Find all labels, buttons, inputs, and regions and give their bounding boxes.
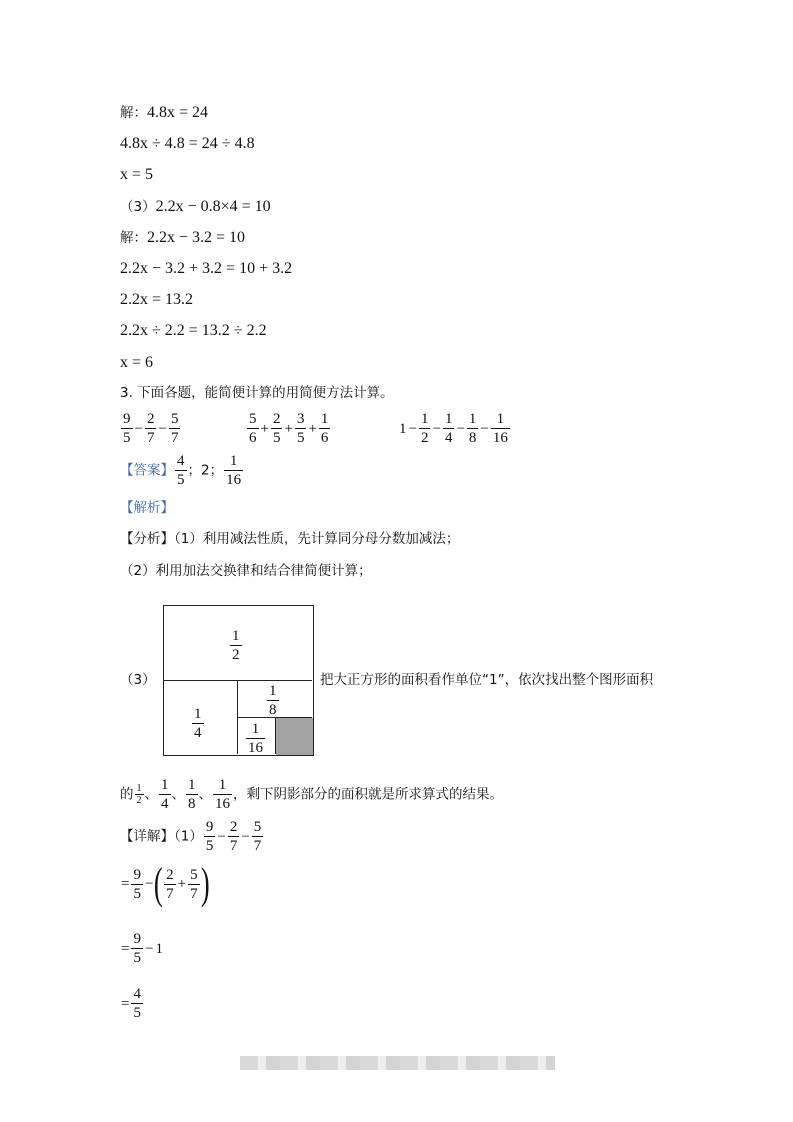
footer-watermark — [240, 1056, 555, 1070]
fraction: $\frac{1}{16}$ — [215, 777, 230, 812]
fraction: $\frac{1}{4}$ — [161, 777, 169, 812]
analysis-para-3-label: （3） — [120, 672, 156, 688]
fraction: $\frac{5}{6}$ — [249, 411, 257, 446]
equation-text: x = 6 — [120, 354, 154, 371]
equation-text: 2.2x ÷ 2.2 = 13.2 ÷ 2.2 — [120, 322, 267, 339]
fraction: $\frac{4}{5}$ — [177, 453, 185, 488]
answer-line: 【答案】 $\frac{4}{5}$ ；2； $\frac{1}{16}$ — [120, 453, 242, 488]
fraction: $\frac{4}{5}$ — [133, 986, 141, 1021]
fraction: $\frac{1}{4}$ — [444, 411, 453, 446]
detail-label: 【详解】（1） — [120, 828, 203, 845]
analysis-para-4: 的 $\frac{1}{2}$ 、 $\frac{1}{4}$ 、 $\frac{1}{8}$ 、 $\frac{1}{16}$ ，剩下阴影部分的面积就是所求算式的结果。 — [120, 777, 503, 812]
equation-text: 4.8x ÷ 4.8 = 24 ÷ 4.8 — [120, 135, 255, 152]
equation-text: 2.2x − 0.8×4 = 10 — [155, 198, 271, 215]
equation-line-4 — [120, 196, 271, 217]
equation-line-3 — [120, 164, 153, 185]
equation-line-8 — [120, 320, 267, 341]
fraction: $\frac{3}{5}$ — [296, 411, 305, 446]
equation-line-7 — [120, 289, 193, 310]
detail-line-1: 【详解】（1） $\frac{9}{5}$ − $\frac{2}{7}$ − $\frac{5}{7}$ — [120, 819, 262, 854]
fraction: $\frac{5}{7}$ — [253, 819, 262, 854]
equation-line-6 — [120, 258, 292, 279]
equation-line-1 — [120, 102, 208, 123]
label-one-sixteenth: $\frac{1}{16}$ — [248, 721, 263, 756]
fraction: $\frac{5}{7}$ — [170, 411, 179, 446]
equation-text: 4.8x = 24 — [147, 104, 209, 121]
right-paren: ) — [200, 859, 210, 908]
equation-text: 2.2x − 3.2 = 10 — [147, 229, 246, 246]
left-paren: ( — [154, 859, 164, 908]
equation-line-5 — [120, 227, 245, 248]
label-one-eighth: $\frac{1}{8}$ — [269, 683, 277, 718]
label-one-quarter: $\frac{1}{4}$ — [194, 706, 202, 741]
q3-expression-3: 1 − $\frac{1}{2}$ − $\frac{1}{4}$ − $\frac{1}{8}$ − $\frac{1}{16}$ — [399, 411, 508, 446]
analysis-para-2: （2）利用加法交换律和结合律简便计算； — [120, 563, 372, 579]
fraction: $\frac{2}{7}$ — [166, 866, 174, 902]
label-one-half: $\frac{1}{2}$ — [232, 628, 240, 663]
fraction: $\frac{1}{16}$ — [492, 411, 508, 446]
fraction: $\frac{1}{6}$ — [320, 411, 329, 446]
answer-label: 【答案】 — [120, 462, 174, 479]
fraction: $\frac{9}{5}$ — [205, 819, 214, 854]
solution-label: 解： — [120, 230, 147, 246]
fraction: $\frac{1}{2}$ — [420, 411, 429, 446]
fraction: $\frac{5}{7}$ — [190, 866, 198, 902]
detail-line-4: = $\frac{4}{5}$ — [121, 986, 141, 1021]
q3-expression-2: $\frac{5}{6}$ + $\frac{2}{5}$ + $\frac{3}{5}$ + $\frac{1}{6}$ — [249, 411, 329, 446]
shaded-region — [276, 718, 313, 755]
fraction: $\frac{9}{5}$ — [133, 866, 141, 902]
question-number: （3） — [120, 199, 156, 215]
fraction: $\frac{9}{5}$ — [133, 931, 141, 966]
equation-text: 2.2x − 3.2 + 3.2 = 10 + 3.2 — [120, 260, 293, 277]
fraction: $\frac{1}{16}$ — [226, 453, 242, 488]
equation-line-9 — [120, 352, 153, 373]
fraction: $\frac{2}{7}$ — [229, 819, 238, 854]
fraction: $\frac{2}{5}$ — [272, 411, 281, 446]
equation-line-2 — [120, 133, 255, 154]
fraction: $\frac{1}{8}$ — [468, 411, 477, 446]
solution-label: 解： — [120, 105, 147, 121]
question-3-title: 3. 下面各题，能简便计算的用简便方法计算。 — [120, 385, 394, 401]
fraction: $\frac{1}{2}$ — [136, 783, 142, 806]
equation-text: 2.2x = 13.2 — [120, 291, 194, 308]
fraction: $\frac{9}{5}$ — [123, 411, 131, 446]
detail-line-3: = $\frac{9}{5}$ − 1 — [121, 931, 163, 966]
analysis-para-1: 【分析】（1）利用减法性质，先计算同分母分数加减法； — [120, 531, 460, 547]
analysis-para-3-text: 把大正方形的面积看作单位“1”，依次找出整个图形面积 — [320, 672, 654, 688]
detail-line-2: = $\frac{9}{5}$ −( $\frac{2}{7}$ + $\frac{5}{7}$ ) — [121, 859, 210, 908]
jiexi-label: 【解析】 — [120, 500, 174, 516]
equation-text: x = 5 — [120, 166, 154, 183]
fraction: $\frac{1}{8}$ — [188, 777, 196, 812]
q3-expression-1: $\frac{9}{5}$ − $\frac{2}{7}$ − $\frac{5}{7}$ — [123, 411, 179, 446]
fraction: $\frac{2}{7}$ — [146, 411, 155, 446]
